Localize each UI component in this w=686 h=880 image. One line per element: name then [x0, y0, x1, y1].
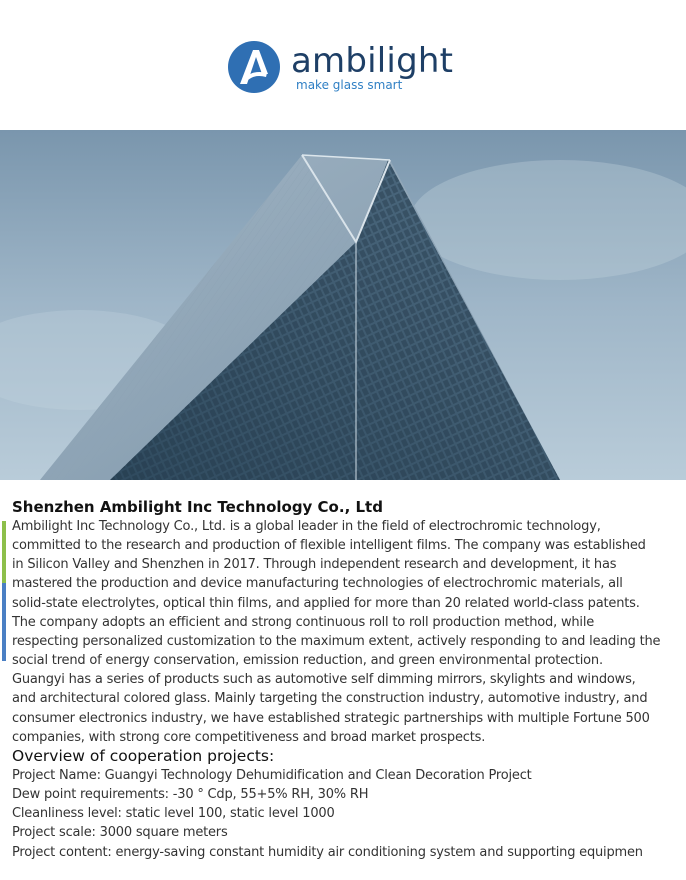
description-line: mastered the production and device manufacturing technologies of electrochromic materials, all [12, 576, 623, 592]
accent-bar-green [2, 521, 6, 583]
description-line: respecting personalized customization to the maximum extent, actively responding to and leading the [12, 633, 661, 649]
description-line: committed to the research and production of flexible intelligent films. The company was established [12, 538, 646, 554]
description-line: Guangyi has a series of products such as automotive self dimming mirrors, skylights and windows, [12, 672, 636, 688]
company-title: Shenzhen Ambilight Inc Technology Co., Ltd [12, 498, 383, 516]
hero-image [0, 130, 686, 480]
description-line: Ambilight Inc Technology Co., Ltd. is a global leader in the field of electrochromic technology, [12, 519, 601, 534]
description-line: companies, with strong core competitiveness and broad market prospects. [12, 729, 486, 745]
cleanliness-level: Cleanliness level: static level 100, static level 1000 [12, 806, 335, 822]
brand-name: ambilight [291, 41, 454, 81]
logo-a-icon [227, 40, 281, 94]
description-line: consumer electronics industry, we have established strategic partnerships with multiple Fortune 500 [12, 710, 650, 726]
description-line: The company adopts an efficient and strong continuous roll to roll production method, while [12, 614, 595, 630]
description-line: in Silicon Valley and Shenzhen in 2017. Through independent research and development, it has [12, 557, 617, 573]
accent-bar-blue [2, 583, 6, 661]
project-scale: Project scale: 3000 square meters [12, 825, 228, 841]
accent-bar [2, 521, 6, 661]
brand-logo[interactable] [227, 40, 467, 96]
project-content: Project content: energy-saving constant humidity air conditioning system and supporting equipmen [12, 844, 643, 860]
brand-tagline: make glass smart [296, 78, 403, 92]
overview-title: Overview of cooperation projects: [12, 746, 275, 765]
dew-point-requirements: Dew point requirements: -30 ° Cdp, 55+5% RH, 30% RH [12, 787, 369, 803]
header [0, 0, 686, 130]
description-line: social trend of energy conservation, emission reduction, and green environmental protection. [12, 653, 603, 669]
description-line: and architectural colored glass. Mainly targeting the construction industry, automotive industry, and [12, 691, 648, 707]
article-content [12, 497, 682, 862]
description-line: solid-state electrolytes, optical thin films, and applied for more than 20 related world-class patents. [12, 595, 640, 611]
skyscraper-photo [0, 130, 686, 480]
company-description [12, 517, 682, 747]
project-name: Project Name: Guangyi Technology Dehumidification and Clean Decoration Project [12, 767, 532, 783]
